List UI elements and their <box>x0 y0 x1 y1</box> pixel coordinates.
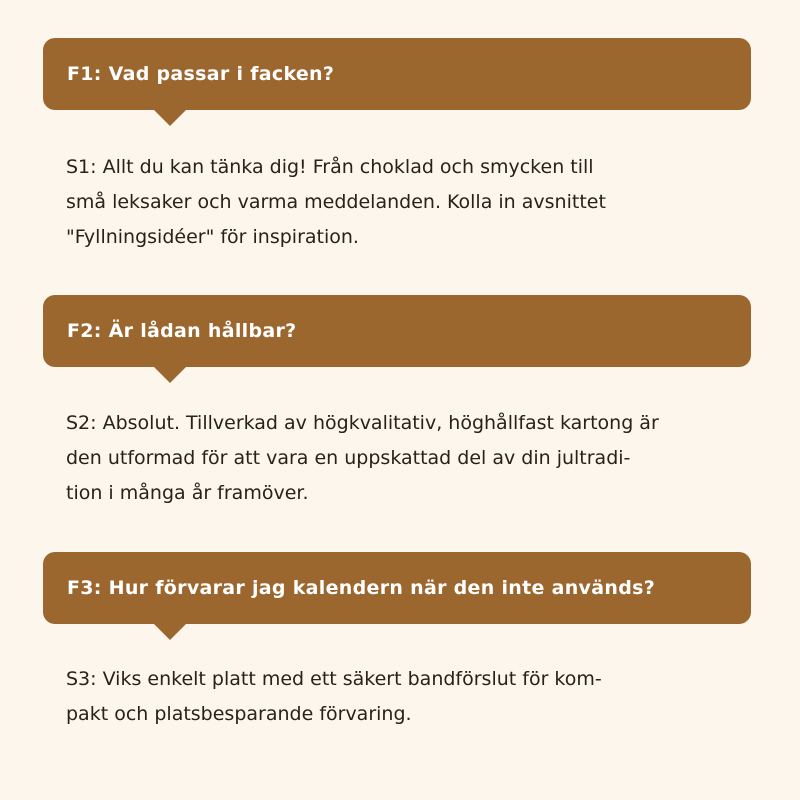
bubble-tail-3 <box>153 623 187 640</box>
question-bubble-3 <box>43 552 751 624</box>
bubble-tail-1 <box>153 109 187 126</box>
question-1: F1: Vad passar i facken? <box>67 63 335 85</box>
bubble-tail-2 <box>153 366 187 383</box>
question-bubble-1 <box>43 38 751 110</box>
question-2: F2: Är lådan hållbar? <box>67 320 297 342</box>
answer-2: S2: Absolut. Tillverkad av högkvalitativ, höghållfast kartong är den utformad för att vara en uppskattad del av din jultradi- tion i många år framöver. <box>66 412 659 504</box>
answer-3: S3: Viks enkelt platt med ett säkert bandförslut för kom- pakt och platsbesparande förvaring. <box>66 668 602 725</box>
question-bubble-2 <box>43 295 751 367</box>
answer-1: S1: Allt du kan tänka dig! Från choklad och smycken till små leksaker och varma meddelanden. Kolla in avsnittet "Fyllningsidéer" för inspiration. <box>66 156 606 248</box>
question-3: F3: Hur förvarar jag kalendern när den inte används? <box>67 577 656 599</box>
